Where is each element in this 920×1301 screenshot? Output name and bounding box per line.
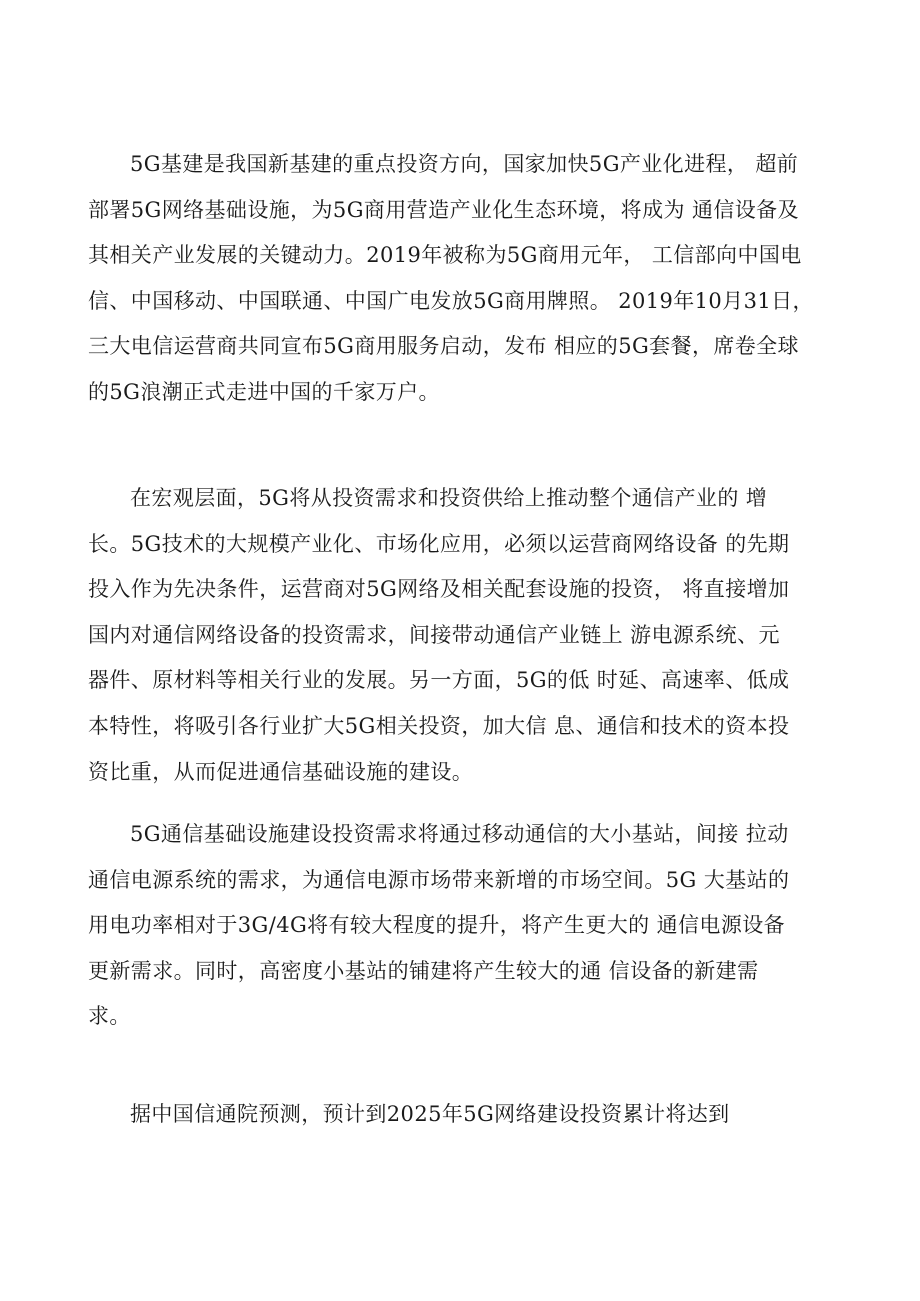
paragraph-base-station-demand [88,812,844,1040]
paragraph-line: 资比重，从而促进通信基础设施的建设。 [88,759,474,784]
paragraph-line: 据中国信通院预测，预计到2025年5G网络建设投资累计将达到 [130,1102,730,1126]
paragraph-line: 在宏观层面，5G将从投资需求和投资供给上推动整个通信产业的 增 [130,486,768,510]
paragraph-line: 5G通信基础设施建设投资需求将通过移动通信的大小基站，间接 拉动 [130,822,789,846]
paragraph-line: 投入作为先决条件，运营商对5G网络及相关配套设施的投资， 将直接增加 [88,577,790,602]
paragraph-line: 信、中国移动、中国联通、中国广电发放5G商用牌照。 2019年10月31日， [88,288,814,313]
paragraph-line: 国内对通信网络设备的投资需求，间接带动通信产业链上 游电源系统、元 [88,622,780,647]
paragraph-line: 其相关产业发展的关键动力。2019年被称为5G商用元年， 工信部向中国电 [88,243,802,268]
paragraph-line: 三大电信运营商共同宣布5G商用服务启动，发布 相应的5G套餐，席卷全球 [88,334,799,359]
paragraph-line: 器件、原材料等相关行业的发展。另一方面，5G的低 时延、高速率、低成 [88,668,790,693]
paragraph-macro-level [88,476,844,795]
paragraph-line: 部署5G网络基础设施，为5G商用营造产业化生态环境，将成为 通信设备及 [88,197,799,222]
paragraph-line: 5G基建是我国新基建的重点投资方向，国家加快5G产业化进程， 超前 [130,152,799,176]
paragraph-line: 通信电源系统的需求，为通信电源市场带来新增的市场空间。5G 大基站的 [88,867,790,892]
paragraph-caict-forecast [88,1092,844,1138]
paragraph-line: 长。5G技术的大规模产业化、市场化应用，必须以运营商网络设备 的先期 [88,531,790,556]
paragraph-line: 求。 [88,1004,131,1029]
paragraph-line: 更新需求。同时，高密度小基站的铺建将产生较大的通 信设备的新建需 [88,958,759,983]
paragraph-line: 的5G浪潮正式走进中国的千家万户。 [88,379,440,404]
paragraph-5g-infrastructure [88,142,844,416]
paragraph-line: 用电功率相对于3G/4G将有较大程度的提升，将产生更大的 通信电源设备 [88,913,786,938]
paragraph-line: 本特性，将吸引各行业扩大5G相关投资，加大信 息、通信和技术的资本投 [88,713,790,738]
